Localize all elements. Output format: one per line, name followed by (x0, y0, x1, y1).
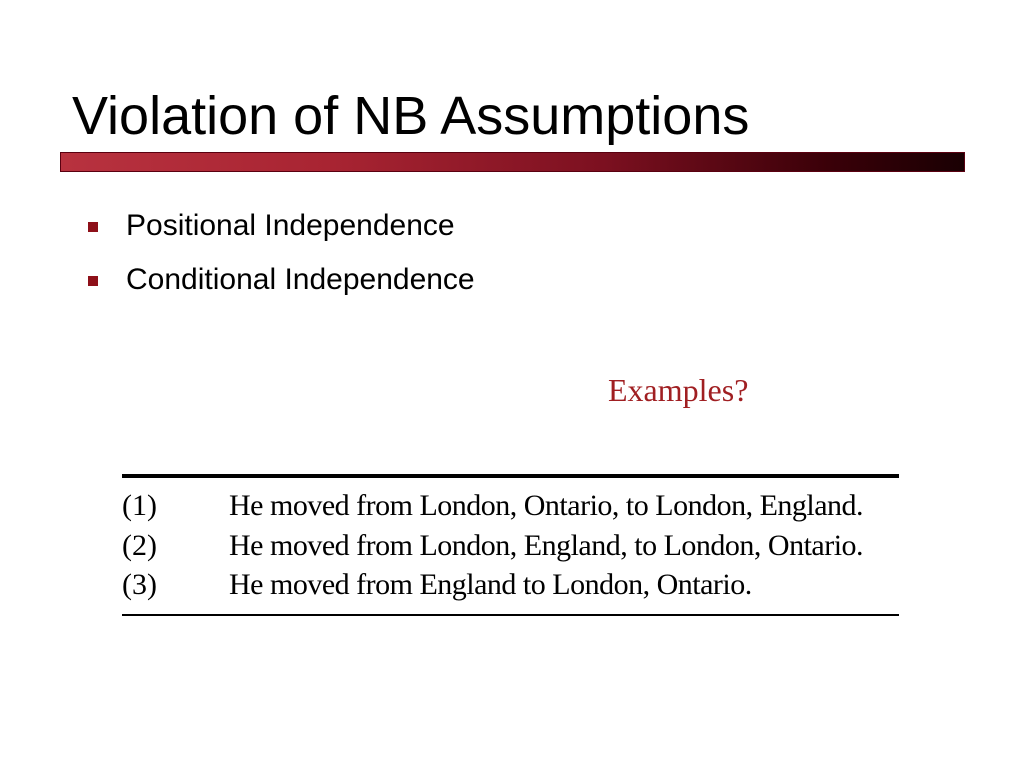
square-bullet-icon (88, 222, 98, 232)
example-sentence: He moved from England to London, Ontario. (229, 568, 752, 601)
example-row-1 (122, 486, 899, 526)
square-bullet-icon (88, 276, 98, 286)
example-top-rule (122, 474, 899, 478)
example-sentence: He moved from London, Ontario, to London, England. (229, 489, 864, 522)
example-number: (3) (122, 568, 157, 601)
example-number: (1) (122, 489, 157, 522)
example-sentences-box (122, 474, 899, 617)
examples-prompt: Examples? (608, 372, 749, 408)
example-row-2 (122, 526, 899, 566)
example-row-3 (122, 565, 899, 605)
bullet-text: Conditional Independence (126, 263, 475, 296)
example-bottom-rule (122, 614, 899, 616)
example-number: (2) (122, 529, 157, 562)
bullet-text: Positional Independence (126, 209, 455, 242)
title-underline-bar (60, 152, 965, 172)
example-sentence: He moved from London, England, to London, Ontario. (229, 529, 864, 562)
slide-title: Violation of NB Assumptions (72, 86, 750, 146)
